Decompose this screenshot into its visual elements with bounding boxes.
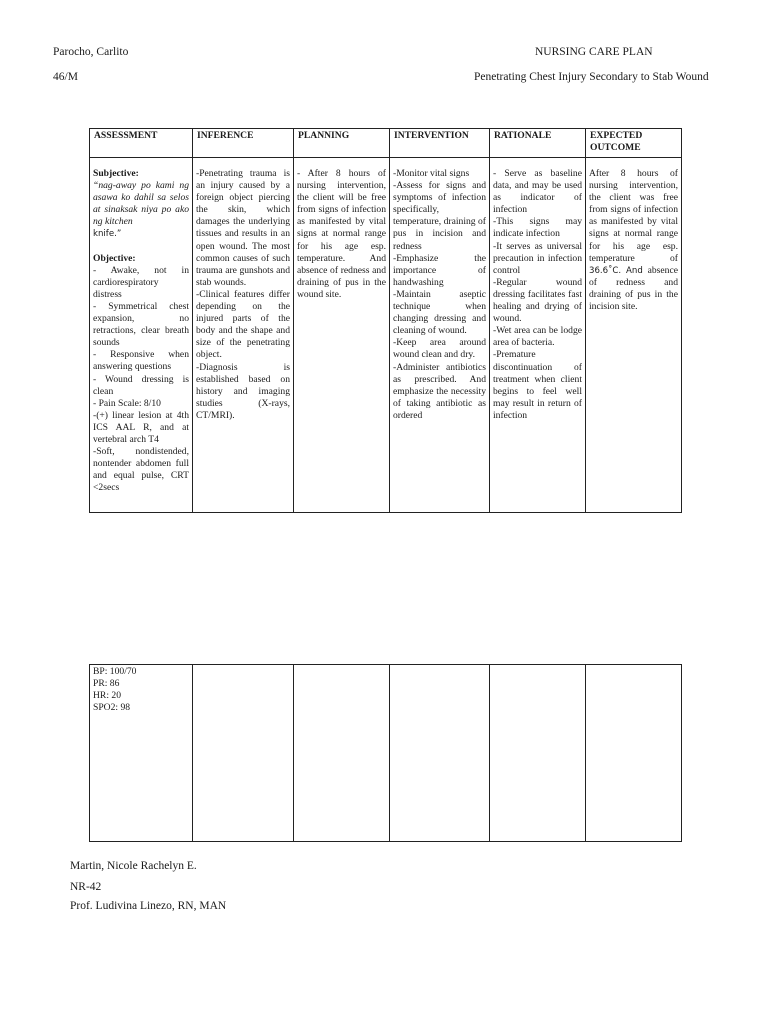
planning-text: - After 8 hours of nursing intervention, the client will be free from signs of infection as manifested by vital signs at normal range for his age esp. temperature. And absence of redness and draining of pus in the wound site. <box>297 168 386 300</box>
column-header-rationale: RATIONALE <box>490 129 586 158</box>
nursing-diagnosis: Penetrating Chest Injury Secondary to Stab Wound <box>474 71 709 83</box>
objective-item: - Symmetrical chest expansion, no retractions, clear breath sounds <box>93 300 189 349</box>
rationale-item: - Serve as baseline data, and may be used as indicator of infection <box>493 168 582 216</box>
rationale-item: -Premature discontinuation of treatment when client begins to feel well may result in return of infection <box>493 349 582 421</box>
expected-outcome-text: After 8 hours of nursing intervention, the client was free from signs of infection as manifested by vital signs at normal range for his age esp. temperature of <box>589 168 678 264</box>
intervention-item: -Administer antibiotics as prescribed. And emphasize the necessity of taking antibiotic as ordered <box>393 361 486 421</box>
inference-item: -Clinical features differ depending on the injured parts of the body and the shape and size of the penetrating object. <box>196 288 290 361</box>
objective-item: - Wound dressing is clean <box>93 373 189 397</box>
intervention-item: -Assess for signs and symptoms of infection specifically, temperature, draining of pus in incision and redness <box>393 180 486 252</box>
objective-item: - Awake, not in cardiorespiratory distress <box>93 264 189 300</box>
subjective-quote-end: knife.” <box>93 229 122 240</box>
intervention-cell <box>390 158 490 513</box>
expected-outcome-cell <box>586 158 682 513</box>
objective-item: - Pain Scale: 8/10 <box>93 397 161 409</box>
vital-sign-pr: PR: 86 <box>93 678 120 690</box>
student-name: Martin, Nicole Rachelyn E. <box>70 860 197 872</box>
objective-label: Objective: <box>93 252 136 264</box>
empty-cell <box>294 665 390 842</box>
expected-outcome-text-end: absence of redness and draining of pus in the incision site. <box>589 264 678 313</box>
rationale-cell <box>490 158 586 513</box>
vital-signs-table <box>89 664 682 842</box>
student-section: NR-42 <box>70 881 102 893</box>
column-header-inference: INFERENCE <box>193 129 294 158</box>
column-header-intervention: INTERVENTION <box>390 129 490 158</box>
objective-item: -(+) linear lesion at 4th ICS AAL R, and at vertebral arch T4 <box>93 409 189 445</box>
empty-cell <box>390 665 490 842</box>
rationale-item: -Wet area can be lodge area of bacteria. <box>493 325 582 349</box>
vital-signs-cell <box>90 665 193 842</box>
vital-sign-hr: HR: 20 <box>93 690 121 702</box>
rationale-item: -This signs may indicate infection <box>493 216 582 240</box>
rationale-item: -It serves as universal precaution in infection control <box>493 240 582 276</box>
inference-cell <box>193 158 294 513</box>
document-title: NURSING CARE PLAN <box>535 46 653 58</box>
vital-signs-row <box>90 665 682 842</box>
care-plan-row <box>90 158 682 513</box>
rationale-item: -Regular wound dressing facilitates fast healing and drying of wound. <box>493 276 582 325</box>
objective-item: - Responsive when answering questions <box>93 349 189 373</box>
instructor-name: Prof. Ludivina Linezo, RN, MAN <box>70 900 227 912</box>
intervention-item: -Emphasize the importance of handwashing <box>393 252 486 288</box>
planning-cell <box>294 158 390 513</box>
care-plan-table <box>89 128 682 513</box>
inference-item: -Diagnosis is established based on history and imaging studies (X-rays, CT/MRI). <box>196 361 290 421</box>
empty-cell <box>586 665 682 842</box>
patient-age-sex: 46/M <box>53 71 78 83</box>
table-header-row <box>90 129 682 158</box>
subjective-quote: “nag-away po kami ng asawa ko dahil sa selos at sinaksak niya po ako ng kitchen <box>93 180 189 228</box>
patient-name: Parocho, Carlito <box>53 46 129 58</box>
intervention-item: -Keep area around wound clean and dry. <box>393 337 486 361</box>
empty-cell <box>490 665 586 842</box>
inference-item: -Penetrating trauma is an injury caused by a foreign object piercing the skin, which damages the underlying tissues and results in an open wound. The most common causes of such trauma are gunshots and stab wounds. <box>196 168 290 288</box>
intervention-item: -Maintain aseptic technique when changing dressing and cleaning of wound. <box>393 288 486 337</box>
objective-item: -Soft, nondistended, nontender abdomen full and equal pulse, CRT <2secs <box>93 446 189 494</box>
vital-sign-spo2: SPO2: 98 <box>93 702 131 714</box>
expected-outcome-and: And <box>626 265 643 276</box>
expected-outcome-temperature: 36.6˚C. <box>589 265 622 276</box>
empty-cell <box>193 665 294 842</box>
assessment-cell <box>90 158 193 513</box>
column-header-planning: PLANNING <box>294 129 390 158</box>
column-header-assessment: ASSESSMENT <box>90 129 193 158</box>
intervention-item: -Monitor vital signs <box>393 168 470 179</box>
column-header-expected-outcome: EXPECTED OUTCOME <box>586 129 682 158</box>
subjective-label: Subjective: <box>93 168 139 179</box>
vital-sign-bp: BP: 100/70 <box>93 666 137 677</box>
